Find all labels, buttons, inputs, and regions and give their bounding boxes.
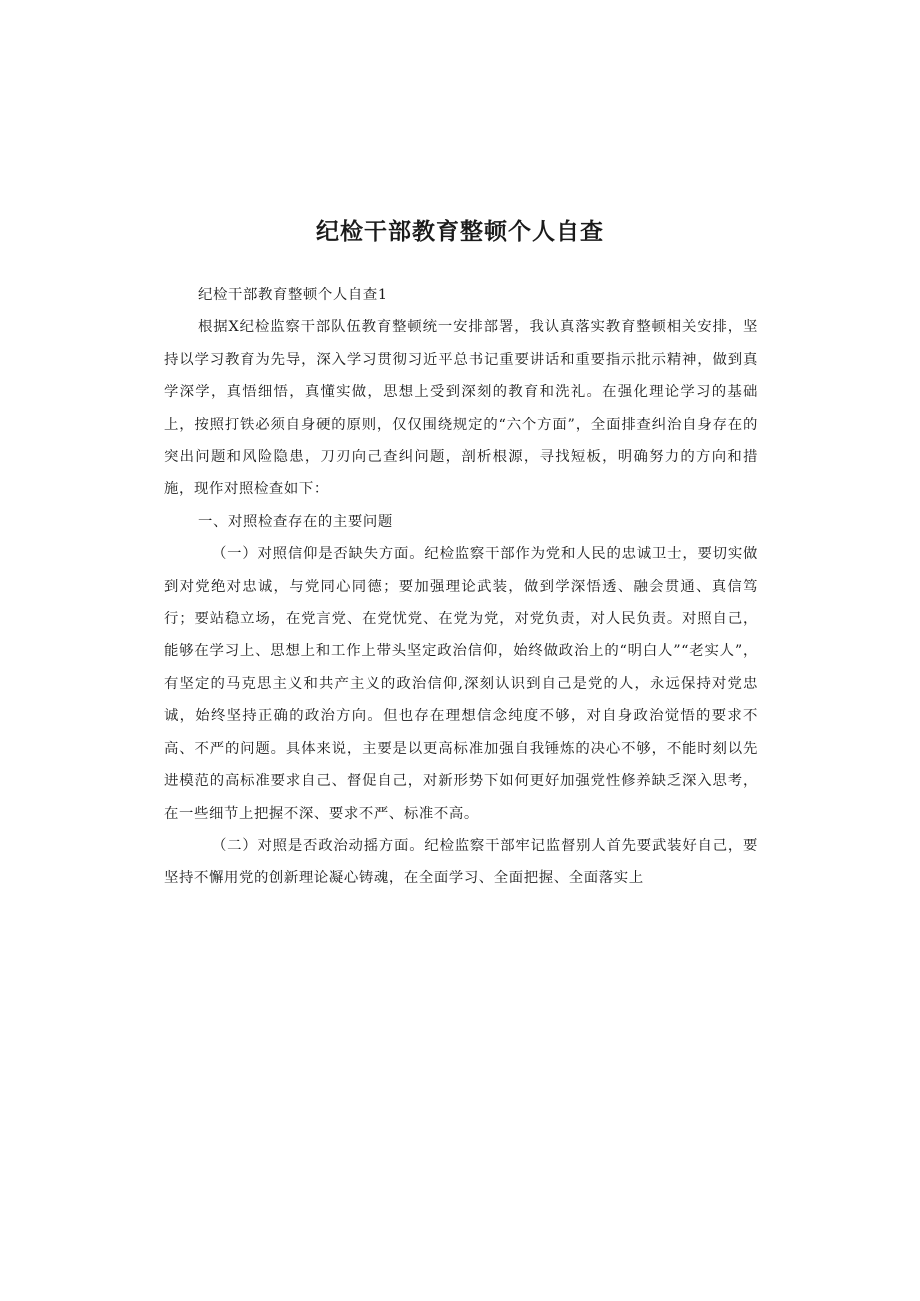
- paragraph-item-1: （一）对照信仰是否缺失方面。纪检监察干部作为党和人民的忠诚卫士，要切实做到对党绝对忠诚，与党同心同德；要加强理论武装，做到学深悟透、融会贯通、真信笃行；要站稳立场，在党言党、在党忧党、在党为党，对党负责，对人民负责。对照自己，能够在学习上、思想上和工作上带头坚定政治信仰，始终做政治上的“明白人”“老实人”，有坚定的马克思主义和共产主义的政治信仰,深刻认识到自己是党的人，永远保持对党忠诚，始终坚持正确的政治方向。但也存在理想信念纯度不够，对自身政治觉悟的要求不高、不严的问题。具体来说，主要是以更高标准加强自我锤炼的决心不够，不能时刻以先进模范的高标准要求自己、督促自己，对新形势下如何更好加强党性修养缺乏深入思考，在一些细节上把握不深、要求不严、标准不高。: [164, 546, 758, 822]
- paragraph-item-2: （二）对照是否政治动摇方面。纪检监察干部牢记监督别人首先要武装好自己，要坚持不懈用党的创新理论凝心铸魂，在全面学习、全面把握、全面落实上: [164, 837, 758, 887]
- section-heading: 一、对照检查存在的主要问题: [198, 513, 393, 530]
- document-subtitle: 纪检干部教育整顿个人自查1: [198, 287, 388, 303]
- document-title: 纪检干部教育整顿个人自查: [316, 219, 604, 245]
- document-body: [164, 279, 758, 895]
- paragraph-intro: 根据X纪检监察干部队伍教育整顿统一安排部署，我认真落实教育整顿相关安排，坚持以学习教育为先导，深入学习贯彻习近平总书记重要讲话和重要指示批示精神，做到真学深学，真悟细悟，真懂实做，思想上受到深刻的教育和洗礼。在强化理论学习的基础上，按照打铁必须自身硬的原则，仅仅围绕规定的“六个方面”，全面排查纠治自身存在的突出问题和风险隐患，刀刃向己查纠问题，剖析根源，寻找短板，明确努力的方向和措施，现作对照检查如下：: [164, 319, 758, 498]
